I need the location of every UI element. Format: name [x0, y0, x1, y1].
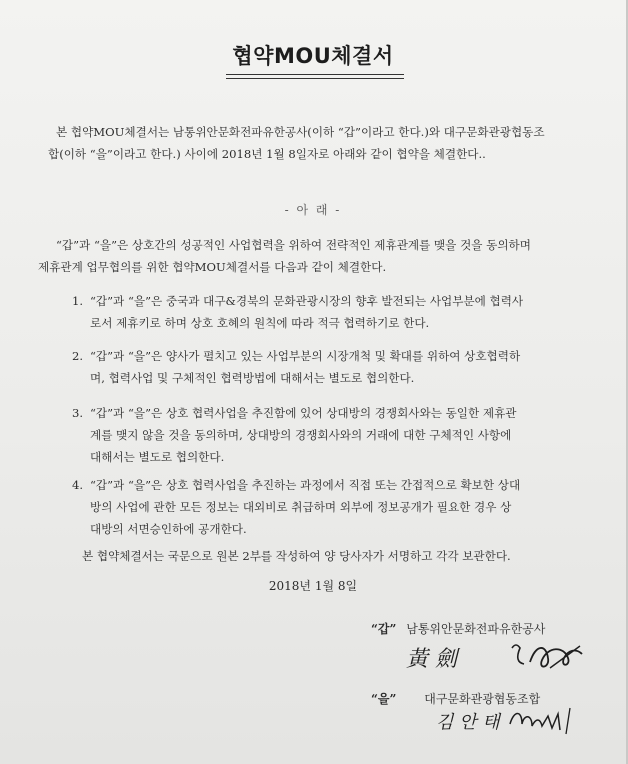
- clause-number: 2.: [72, 349, 84, 363]
- clause-2: [72, 345, 520, 389]
- party-a-signature: [400, 638, 600, 678]
- intro-paragraph: [48, 121, 545, 165]
- title-underline-bottom: [226, 78, 404, 79]
- party-a-signature-text: 黃 劍: [406, 647, 457, 672]
- clause-line: 방의 사업에 관한 모든 정보는 대외비로 취급하며 외부에 정보공개가 필요한 경우 상: [90, 500, 512, 514]
- clause-line: “갑”과 “을”은 양사가 펼치고 있는 사업부분의 시장개척 및 확대를 위하여 상호협력하: [90, 349, 521, 363]
- party-b-name: 대구문화관광협동조합: [424, 692, 541, 706]
- clause-line: 며, 협력사업 및 구체적인 협력방법에 대해서는 별도로 협의한다.: [90, 371, 415, 385]
- clause-line: 로서 제휴키로 하며 상호 호혜의 원칙에 따라 적극 협력하기로 한다.: [90, 316, 430, 330]
- clause-3: [72, 402, 516, 468]
- clause-line: “갑”과 “을”은 상호 협력사업을 추진하는 과정에서 직접 또는 간접적으로 확보한 상대: [90, 478, 521, 492]
- title-underline-top: [226, 74, 404, 75]
- party-a-label: “갑”: [371, 622, 397, 636]
- intro-line-1: 본 협약MOU체결서는 남통위안문화전파유한공사(이하 “갑”이라고 한다.)와 대구문화관광협동조: [56, 125, 545, 139]
- clause-number: 3.: [72, 406, 84, 420]
- party-b-signature-text: 김 안 태: [436, 712, 500, 733]
- clause-number: 4.: [72, 478, 84, 492]
- clause-line: “갑”과 “을”은 상호 협력사업을 추진함에 있어 상대방의 경쟁회사와는 동일한 제휴관: [90, 406, 517, 420]
- clause-4: [72, 474, 520, 540]
- party-a-line: [371, 620, 545, 637]
- party-a-name: 남통위안문화전파유한공사: [406, 622, 546, 636]
- document-title: 협약MOU체결서: [232, 44, 394, 68]
- section-heading: - 아 래 -: [284, 203, 342, 217]
- clause-line: 계를 맺지 않을 것을 동의하며, 상대방의 경쟁회사와의 거래에 대한 구체적인 사항에: [90, 428, 512, 442]
- party-b-signature: [432, 700, 592, 740]
- preamble-line-2: 제휴관계 업무협의를 위한 협약MOU체결서를 다음과 같이 체결한다.: [38, 260, 387, 274]
- clause-line: 대방의 서면승인하에 공개한다.: [90, 522, 247, 536]
- clause-1: [72, 290, 523, 334]
- preamble-line-1: “갑”과 “을”은 상호간의 성공적인 사업협력을 위하여 전략적인 제휴관계를 맺을 것을 동의하며: [56, 238, 531, 252]
- closing-statement: 본 협약체결서는 국문으로 원본 2부를 작성하여 양 당사자가 서명하고 각각 보관한다.: [82, 549, 511, 563]
- signing-date: 2018년 1월 8일: [268, 579, 358, 593]
- party-b-label: “을”: [371, 692, 397, 706]
- preamble-paragraph: [38, 234, 531, 278]
- clause-number: 1.: [72, 294, 84, 308]
- intro-line-2: 합(이하 “을”이라고 한다.) 사이에 2018년 1월 8일자로 아래와 같이 협약을 체결한다..: [48, 147, 486, 161]
- clause-line: 대해서는 별도로 협의한다.: [90, 450, 225, 464]
- clause-line: “갑”과 “을”은 중국과 대구&경북의 문화관광시장의 향후 발전되는 사업부분에 협력사: [90, 294, 524, 308]
